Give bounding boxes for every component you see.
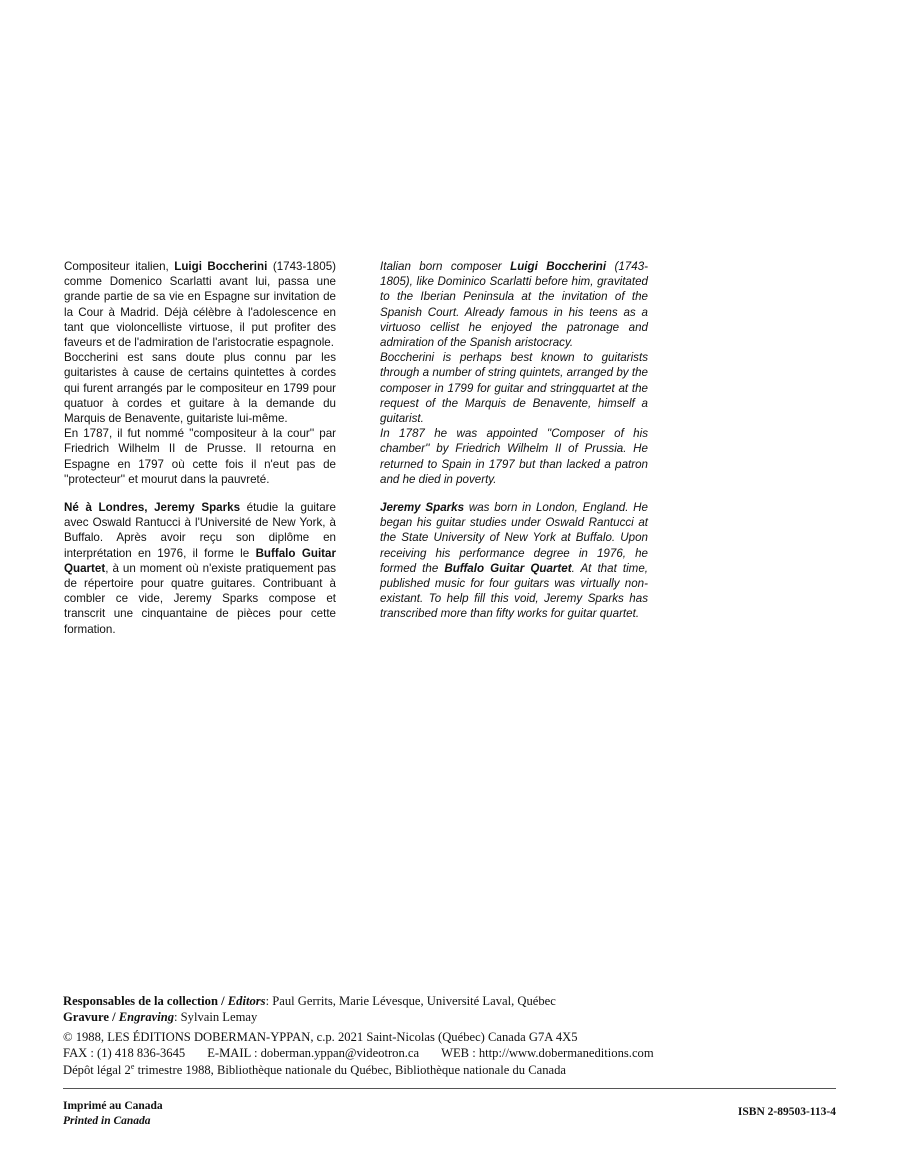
- editors-line: Responsables de la collection / Editors: Paul Gerrits, Marie Lévesque, Université Laval, Québec: [63, 994, 556, 1008]
- printed-in-canada: Imprimé au Canada Printed in Canada: [63, 1100, 163, 1127]
- bio-en-paragraph-2: Boccherini is perhaps best known to guitarists through a number of string quintets, arranged by the composer in 1799 for guitar and stringquartet at the request of the Marquis de Benavente, himself a guitarist.: [380, 351, 648, 426]
- bio-fr-paragraph-2: Boccherini est sans doute plus connu par les guitaristes à cause de certains quintettes à cordes qui furent arrangés par le compositeur en 1799 pour quatuor à cordes et guitare à la demande du Marquis de Benavente, guitariste lui-même.: [64, 351, 336, 426]
- bio-en-paragraph-3: In 1787 he was appointed ''Composer of his chamber'' by Friedrich Wilhelm II of Prussia. He returned to Spain in 1797 but than lacked a patron and he died in poverty.: [380, 427, 648, 486]
- footer-divider: [63, 1088, 836, 1089]
- biography-french: [64, 259, 336, 637]
- email-address: E-MAIL : doberman.yppan@videotron.ca: [207, 1046, 420, 1061]
- bio-en-paragraph-1: Italian born composer Luigi Boccherini (1743-1805), like Dominico Scarlatti before him, gravitated to the Iberian Peninsula at the invitation of the Spanish Court. Already famous in his teens as a virtuoso cellist he enjoyed the patronage and admiration of the Spanish aristocracy.: [380, 260, 649, 350]
- publication-credits: [63, 993, 838, 1078]
- composer-name: Luigi Boccherini: [510, 260, 607, 273]
- bio-fr-paragraph-3: En 1787, il fut nommé ''compositeur à la cour'' par Friedrich Wilhelm II de Prusse. Il retourna en Espagne en 1797 où cette fois il n'eut pas de ''protecteur'' et mourut dans la pauvreté.: [64, 427, 336, 486]
- copyright-line: © 1988, LES ÉDITIONS DOBERMAN-YPPAN, c.p. 2021 Saint-Nicolas (Québec) Canada G7A 4X5: [63, 1029, 578, 1044]
- website-url: WEB : http://www.dobermaneditions.com: [441, 1046, 654, 1061]
- fax-number: FAX : (1) 418 836-3645: [63, 1046, 186, 1061]
- ensemble-name: Buffalo Guitar Quartet: [64, 546, 336, 575]
- legal-deposit-line: Dépôt légal 2e trimestre 1988, Bibliothèque nationale du Québec, Bibliothèque nationale du Canada: [63, 1061, 566, 1077]
- bio-fr-paragraph-4: Né à Londres, Jeremy Sparks étudie la guitare avec Oswald Rantucci à l'Université de New York, à Buffalo. Après avoir reçu son diplôme en interprétation en 1976, il forme le Buffalo Guitar Quartet, à un moment où n'existe pratiquement pas de répertoire pour quatre guitares. Contribuant à combler ce vide, Jeremy Sparks compose et transcrit une cinquantaine de pièces pour cette formation.: [64, 501, 336, 636]
- bio-en-paragraph-4: Jeremy Sparks was born in London, England. He began his guitar studies under Oswald Rantucci at the State University of New York at Buffalo. Upon receiving his performance degree in 1976, he formed the Buffalo Guitar Quartet. At that time, published music for four guitars was virtually non-existant. To help fill this void, Jeremy Sparks has transcribed more than fifty works for guitar quartet.: [380, 501, 649, 621]
- arranger-name: Jeremy Sparks: [380, 501, 465, 515]
- isbn-number: ISBN 2-89503-113-4: [737, 1106, 836, 1118]
- engraving-line: Gravure / Engraving: Sylvain Lemay: [63, 1010, 258, 1025]
- ensemble-name: Buffalo Guitar Quartet: [444, 561, 572, 575]
- contact-line: [63, 1045, 838, 1061]
- composer-name: Luigi Boccherini: [174, 260, 268, 273]
- bio-fr-paragraph-1: Compositeur italien, Luigi Boccherini (1743-1805) comme Domenico Scarlatti avant lui, passa une grande partie de sa vie en Espagne sur invitation de la Cour à Madrid. Déjà célèbre à l'adolescence en tant que violoncelliste virtuose, il put profiter des faveurs et de l'admiration de l'aristocratie espagnole.: [64, 260, 337, 350]
- biography-english: [380, 259, 648, 622]
- arranger-name: Né à Londres, Jeremy Sparks: [64, 501, 241, 515]
